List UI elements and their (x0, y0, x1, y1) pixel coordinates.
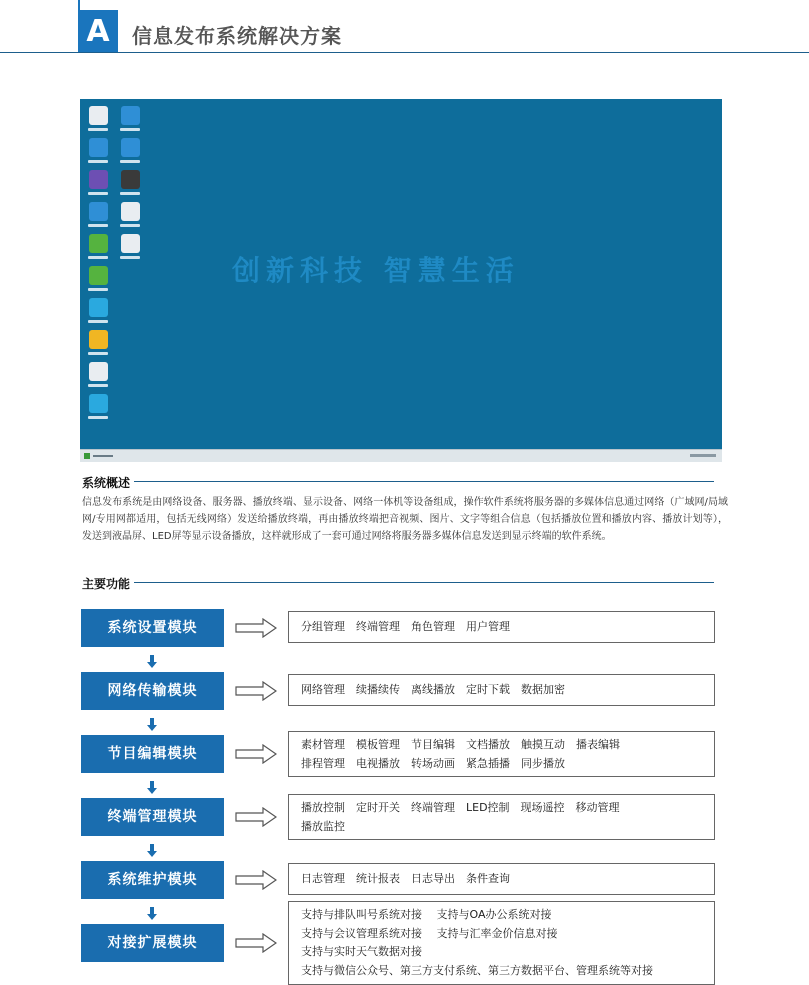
desktop-slogan: 创新科技 智慧生活 (232, 254, 520, 287)
section-badge: A (78, 10, 118, 53)
feature-box (288, 901, 715, 985)
icon-glyph (89, 394, 108, 413)
icon-glyph (89, 234, 108, 253)
icon-glyph (89, 362, 108, 381)
module-box: 系统设置模块 (81, 609, 224, 647)
chart-icon[interactable] (118, 202, 144, 233)
icon-label (88, 320, 108, 323)
icon-glyph (89, 298, 108, 317)
icon-label (120, 256, 140, 259)
check-icon[interactable] (86, 266, 112, 297)
monitor-icon[interactable] (86, 106, 112, 137)
icon-label (120, 192, 140, 195)
icon-label (88, 192, 108, 195)
arrow-down-icon (147, 718, 157, 732)
icon-label (88, 384, 108, 387)
icon-label (88, 288, 108, 291)
feature-line: 播放监控 (301, 819, 345, 833)
page-title: 信息发布系统解决方案 (132, 24, 342, 48)
feature-line: 分组管理 终端管理 角色管理 用户管理 (301, 620, 510, 634)
feature-box (288, 674, 715, 706)
icon-label (88, 128, 108, 131)
feature-line: 支持与会议管理系统对接 支持与汇率金价信息对接 (301, 926, 558, 940)
user-icon[interactable] (118, 106, 144, 137)
list-icon[interactable] (86, 202, 112, 233)
module-box: 网络传输模块 (81, 672, 224, 710)
icon-glyph (89, 202, 108, 221)
computer-icon[interactable] (86, 394, 112, 425)
feature-box (288, 794, 715, 840)
display-icon[interactable] (86, 234, 112, 265)
feature-line: 日志管理 统计报表 日志导出 条件查询 (301, 872, 510, 886)
feature-box (288, 731, 715, 777)
feature-line: 素材管理 模板管理 节目编辑 文档播放 触摸互动 播表编辑 (301, 738, 620, 751)
network-icon[interactable] (86, 362, 112, 393)
module-box: 对接扩展模块 (81, 924, 224, 962)
icon-glyph (121, 106, 140, 125)
feature-line: 网络管理 续播续传 离线播放 定时下载 数据加密 (301, 683, 565, 697)
module-box: 系统维护模块 (81, 861, 224, 899)
folder-icon[interactable] (86, 330, 112, 361)
icon-label (120, 160, 140, 163)
icon-label (88, 160, 108, 163)
arrow-right-icon (235, 870, 277, 890)
icon-label (88, 416, 108, 419)
icon-glyph (89, 170, 108, 189)
arrow-down-icon (147, 655, 157, 669)
feature-box (288, 611, 715, 643)
arrow-right-icon (235, 807, 277, 827)
desktop-screenshot (80, 99, 722, 462)
arrow-down-icon (147, 781, 157, 795)
feature-line: 支持与实时天气数据对接 (301, 945, 422, 958)
feature-line: 播放控制 定时开关 终端管理 LED控制 现场遥控 移动管理 (301, 801, 620, 814)
module-box: 终端管理模块 (81, 798, 224, 836)
overview-text: 信息发布系统是由网络设备、服务器、播放终端、显示设备、网络一体机等设备组成，操作软件系统将服务器的多媒体信息通过网络（广域网/局域网/专用网都适用，包括无线网络）发送给播放终端，再由播放终端把音视频、图片、文字等组合信息（包括播放位置和播放内容、播放计划等），发送到液晶屏、LED屏等显示设备播放，这样就形成了一套可通过网络将服务器多媒体信息发送到显示终端的软件系统。 (82, 497, 728, 542)
key-icon[interactable] (86, 298, 112, 329)
icon-glyph (89, 106, 108, 125)
arrow-down-icon (147, 844, 157, 858)
icon-glyph (89, 138, 108, 157)
arrow-right-icon (235, 618, 277, 638)
table-icon[interactable] (118, 234, 144, 265)
header-rule (0, 52, 809, 53)
icon-glyph (121, 170, 140, 189)
icon-label (120, 128, 140, 131)
calendar-icon[interactable] (118, 170, 144, 201)
icon-label (88, 352, 108, 355)
feature-line: 支持与微信公众号、第三方支付系统、第三方数据平台、管理系统等对接 (301, 963, 653, 977)
icon-label (120, 224, 140, 227)
overview-rule (82, 481, 714, 482)
overview-heading: 系统概述 (82, 474, 134, 491)
feature-line: 支持与排队叫号系统对接 支持与OA办公系统对接 (301, 908, 552, 921)
taskbar (80, 449, 722, 462)
icon-label (88, 256, 108, 259)
premiere-icon[interactable] (86, 170, 112, 201)
icon-glyph (89, 266, 108, 285)
arrow-right-icon (235, 933, 277, 953)
module-box: 节目编辑模块 (81, 735, 224, 773)
functions-rule (82, 582, 714, 583)
weather-cloud-icon[interactable] (118, 138, 144, 169)
start-button[interactable] (84, 451, 118, 461)
arrow-right-icon (235, 681, 277, 701)
feature-box (288, 863, 715, 895)
taskbar-clock (690, 454, 716, 457)
upload-arrow-icon[interactable] (86, 138, 112, 169)
icon-glyph (121, 202, 140, 221)
functions-heading: 主要功能 (82, 575, 134, 592)
icon-glyph (121, 138, 140, 157)
icon-glyph (89, 330, 108, 349)
feature-line: 排程管理 电视播放 转场动画 紧急插播 同步播放 (301, 756, 565, 770)
icon-label (88, 224, 108, 227)
arrow-right-icon (235, 744, 277, 764)
arrow-down-icon (147, 907, 157, 921)
icon-glyph (121, 234, 140, 253)
